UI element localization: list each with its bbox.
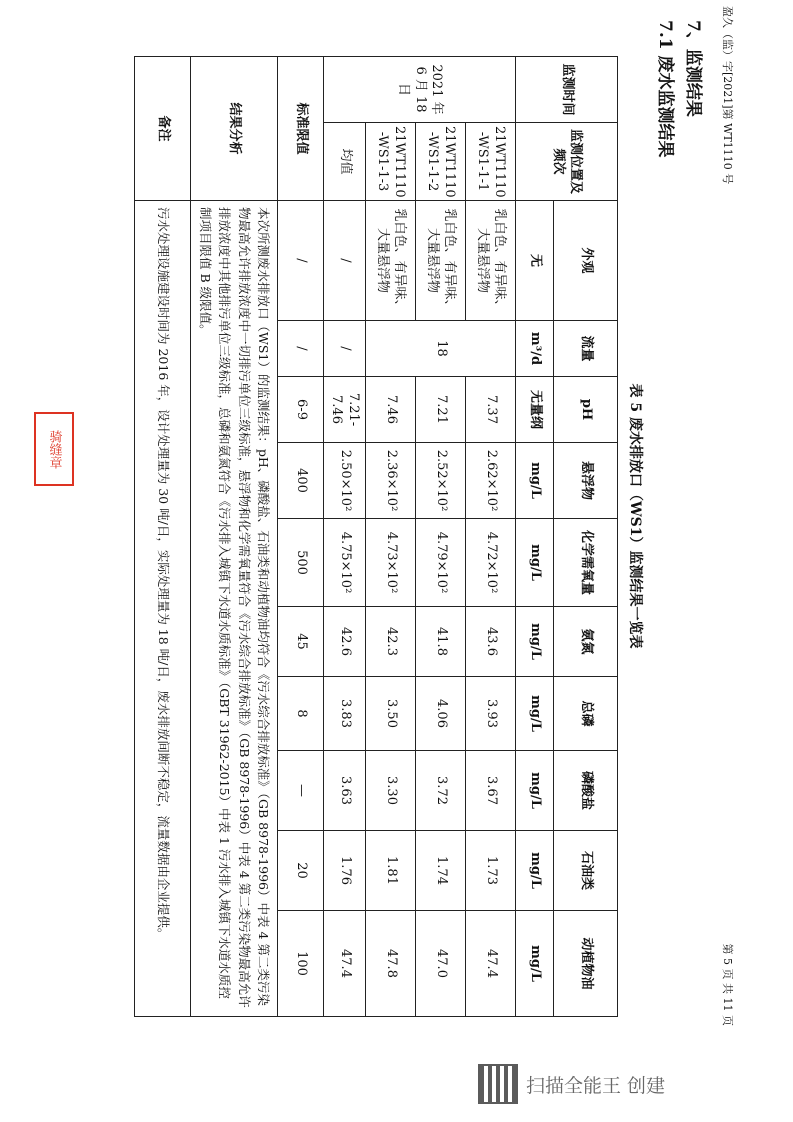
phosphate-cell: 3.72 xyxy=(415,751,465,831)
analysis-text: 本次所测废水排放口（WS1）的监测结果：pH、磷酸盐、石油类和动植物油均符合《污水综合排放标准》（GB 8978-1996）中表 4 第二类污染物最高允许排放浓度中一切排污单位三级标准，悬浮物和化学需氧量符合《污水综合排放标准》（GB 8978-1996）中表 4 第二类污染物最高允许排放浓度中其他排污单位三级标准，总磷和氨氮符合《污水排入城镇下水道水质标准》（GBT 31962-2015）中表 1 污水排入城镇下水道水质控制项目限值 B 级限值。 xyxy=(191,201,278,1017)
col-animal-oil: 动植物油 xyxy=(553,911,617,1017)
subsection-heading: 7.1 废水监测结果 xyxy=(654,20,675,158)
unit-row xyxy=(515,57,553,1017)
oil-cell: 1.74 xyxy=(415,831,465,911)
results-table xyxy=(134,56,618,1017)
tp-cell: 8 xyxy=(277,677,323,751)
seal-stamp xyxy=(34,412,74,486)
phosphate-cell: 3.30 xyxy=(365,751,415,831)
cod-cell: 4.75×10² xyxy=(323,519,365,607)
nh3-cell: 45 xyxy=(277,607,323,677)
cod-cell: 4.79×10² xyxy=(415,519,465,607)
ss-cell: 2.62×10² xyxy=(465,443,515,519)
ph-cell: 7.37 xyxy=(465,377,515,443)
point-cell: 21WT1110 -WS1-1-2 xyxy=(415,123,465,201)
col-tp: 总磷 xyxy=(553,677,617,751)
unit-animal-oil: mg/L xyxy=(515,911,553,1017)
cod-cell: 4.73×10² xyxy=(365,519,415,607)
flow-cell: 18 xyxy=(365,321,515,377)
point-cell: 21WT1110 -WS1-1-1 xyxy=(465,123,515,201)
appearance-cell: 乳白色、有异味、大量悬浮物 xyxy=(365,201,415,321)
analysis-label: 结果分析 xyxy=(191,57,278,201)
nh3-cell: 42.3 xyxy=(365,607,415,677)
date-cell: 2021 年 6 月 18 日 xyxy=(323,57,515,123)
unit-appearance: 无 xyxy=(515,201,553,321)
oil-cell: 20 xyxy=(277,831,323,911)
table-caption: 表 5 废水排放口（WS1）监测结果一览表 xyxy=(626,383,643,649)
oil-cell: 1.81 xyxy=(365,831,415,911)
average-row xyxy=(323,57,365,1017)
appearance-cell: / xyxy=(323,201,365,321)
flow-cell: / xyxy=(323,321,365,377)
animal-oil-cell: 47.4 xyxy=(465,911,515,1017)
unit-ph: 无量纲 xyxy=(515,377,553,443)
animal-oil-cell: 47.8 xyxy=(365,911,415,1017)
unit-cod: mg/L xyxy=(515,519,553,607)
col-oil: 石油类 xyxy=(553,831,617,911)
col-flow: 流量 xyxy=(553,321,617,377)
table-row xyxy=(415,57,465,1017)
oil-cell: 1.76 xyxy=(323,831,365,911)
col-point: 监测位置及频次 xyxy=(515,123,617,201)
unit-ss: mg/L xyxy=(515,443,553,519)
col-ss: 悬浮物 xyxy=(553,443,617,519)
scanner-watermark xyxy=(478,1064,665,1104)
nh3-cell: 43.6 xyxy=(465,607,515,677)
unit-phosphate: mg/L xyxy=(515,751,553,831)
appearance-cell: 乳白色、有异味、大量悬浮物 xyxy=(415,201,465,321)
col-time: 监测时间 xyxy=(515,57,617,123)
ph-cell: 6-9 xyxy=(277,377,323,443)
oil-cell: 1.73 xyxy=(465,831,515,911)
header-row xyxy=(553,57,617,1017)
unit-nh3: mg/L xyxy=(515,607,553,677)
table-row xyxy=(365,57,415,1017)
remark-label: 备注 xyxy=(135,57,191,201)
report-number: 盈久（监）字[2021]第 WT1110 号 xyxy=(720,6,734,185)
rotated-content xyxy=(52,0,742,1036)
unit-flow: m³/d xyxy=(515,321,553,377)
ph-cell: 7.46 xyxy=(365,377,415,443)
col-cod: 化学需氧量 xyxy=(553,519,617,607)
col-appearance: 外观 xyxy=(553,201,617,321)
table-row xyxy=(465,57,515,1017)
qr-code-icon xyxy=(478,1064,518,1104)
phosphate-cell: 3.67 xyxy=(465,751,515,831)
appearance-cell: / xyxy=(277,201,323,321)
nh3-cell: 41.8 xyxy=(415,607,465,677)
animal-oil-cell: 47.4 xyxy=(323,911,365,1017)
cod-cell: 500 xyxy=(277,519,323,607)
phosphate-cell: — xyxy=(277,751,323,831)
limit-label: 标准限值 xyxy=(277,57,323,201)
ss-cell: 2.50×10² xyxy=(323,443,365,519)
cod-cell: 4.72×10² xyxy=(465,519,515,607)
col-phosphate: 磷酸盐 xyxy=(553,751,617,831)
tp-cell: 3.83 xyxy=(323,677,365,751)
animal-oil-cell: 100 xyxy=(277,911,323,1017)
scanner-label: 扫描全能王 创建 xyxy=(526,1074,666,1097)
tp-cell: 3.50 xyxy=(365,677,415,751)
ss-cell: 400 xyxy=(277,443,323,519)
stamp-text: 骑缝章 xyxy=(46,429,62,469)
appearance-cell: 乳白色、有异味、大量悬浮物 xyxy=(465,201,515,321)
ss-cell: 2.52×10² xyxy=(415,443,465,519)
flow-cell: / xyxy=(277,321,323,377)
animal-oil-cell: 47.0 xyxy=(415,911,465,1017)
remark-row xyxy=(135,57,191,1017)
remark-text: 污水处理设施建设时间为 2016 年，设计处理量为 30 吨/日，实际处理量为 18 吨/日，废水排放间断不稳定，流量数据由企业提供。 xyxy=(135,201,191,1017)
ph-cell: 7.21-7.46 xyxy=(323,377,365,443)
nh3-cell: 42.6 xyxy=(323,607,365,677)
ph-cell: 7.21 xyxy=(415,377,465,443)
point-cell: 21WT1110 -WS1-1-3 xyxy=(365,123,415,201)
phosphate-cell: 3.63 xyxy=(323,751,365,831)
tp-cell: 4.06 xyxy=(415,677,465,751)
limit-row xyxy=(277,57,323,1017)
tp-cell: 3.93 xyxy=(465,677,515,751)
unit-oil: mg/L xyxy=(515,831,553,911)
average-label: 均值 xyxy=(323,123,365,201)
section-heading: 7、监测结果 xyxy=(682,20,703,117)
unit-tp: mg/L xyxy=(515,677,553,751)
col-nh3: 氨氮 xyxy=(553,607,617,677)
ss-cell: 2.36×10² xyxy=(365,443,415,519)
page-number: 第 5 页 共 11 页 xyxy=(720,943,734,1027)
col-ph: pH xyxy=(553,377,617,443)
analysis-row xyxy=(191,57,278,1017)
